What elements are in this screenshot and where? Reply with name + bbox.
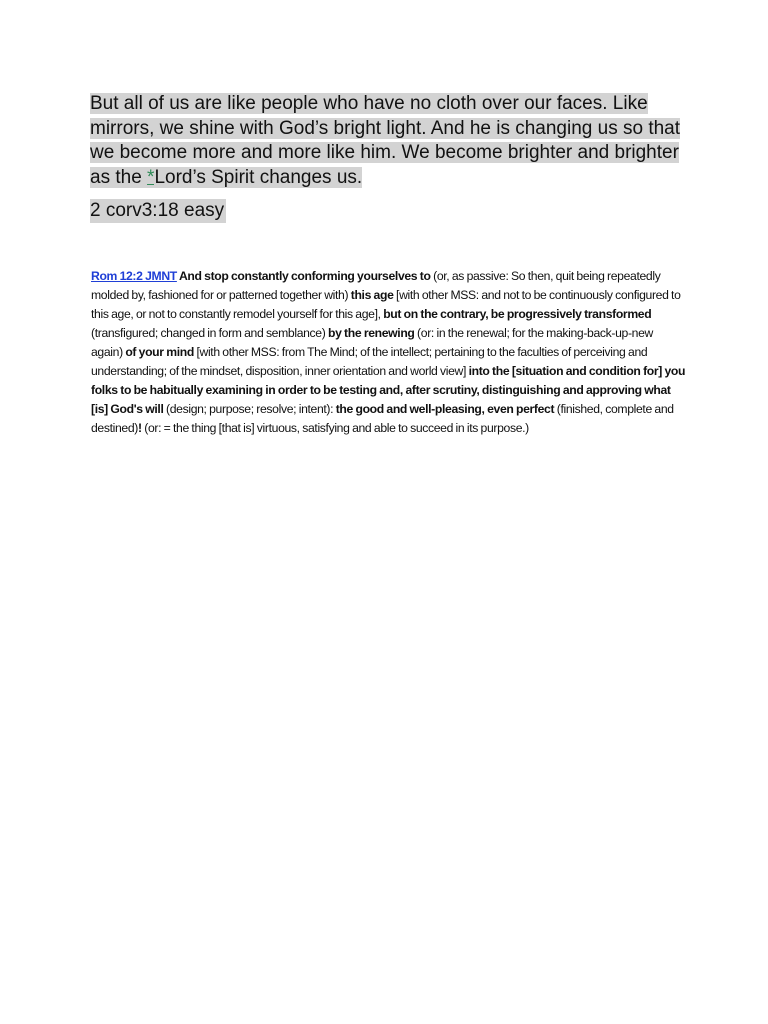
verse-bold-run: of your mind <box>122 345 194 359</box>
verse-regular-run: [with other MSS: from The Mind; of the intellect; pertaining to the faculties of perceiving and understanding; of the mindset, disposition, inner orientation and world view] <box>91 345 648 378</box>
verse-regular-run: (design; purpose; resolve; intent): <box>163 402 334 416</box>
quote-reference: 2 corv3:18 easy <box>90 200 225 221</box>
highlighted-quote <box>90 92 680 190</box>
verse-regular-run: (or: in the renewal; for the making-back-up-new again) <box>91 326 653 359</box>
verse-regular-run: (transfigured; changed in form and semblance) <box>91 326 326 340</box>
verse-text <box>91 269 685 435</box>
verse-reference-link[interactable]: Rom 12:2 JMNT <box>91 269 177 283</box>
verse-bold-run: the good and well-pleasing, even perfect <box>333 402 555 416</box>
verse-bold-run: ! <box>138 421 142 435</box>
quote-text-end: Lord’s Spirit changes us. <box>154 166 363 188</box>
verse-bold-run: into the [situation and condition for] you folks to be habitually examining in order to be testing and, after scrutiny, distinguishing and approving what [is] God's will <box>91 364 686 416</box>
verse-bold-run: this age <box>348 288 394 302</box>
footnote-asterisk-link[interactable]: * <box>147 166 155 188</box>
verse-regular-run: (or, as passive: So then, quit being repeatedly molded by, fashioned for or patterned together with) <box>91 269 661 302</box>
verse-bold-run: And stop constantly conforming yourselves to <box>176 269 431 283</box>
verse-paragraph <box>91 267 686 438</box>
verse-regular-run: (finished, complete and destined) <box>91 402 674 435</box>
verse-regular-run: [with other MSS: and not to be continuously configured to this age, or not to constantly remodel yourself for this age], <box>91 288 681 321</box>
quote-text: But all of us are like people who have no cloth over our faces. Like mirrors, we shine with God’s bright light. And he is changing us so that we become more and more like him. We become brighter and brighter as the <box>90 93 681 188</box>
verse-bold-run: but on the contrary, be progressively transformed <box>380 307 652 321</box>
verse-bold-run: by the renewing <box>325 326 415 340</box>
verse-regular-run: (or: = the thing [that is] virtuous, satisfying and able to succeed in its purpose.) <box>141 421 529 435</box>
